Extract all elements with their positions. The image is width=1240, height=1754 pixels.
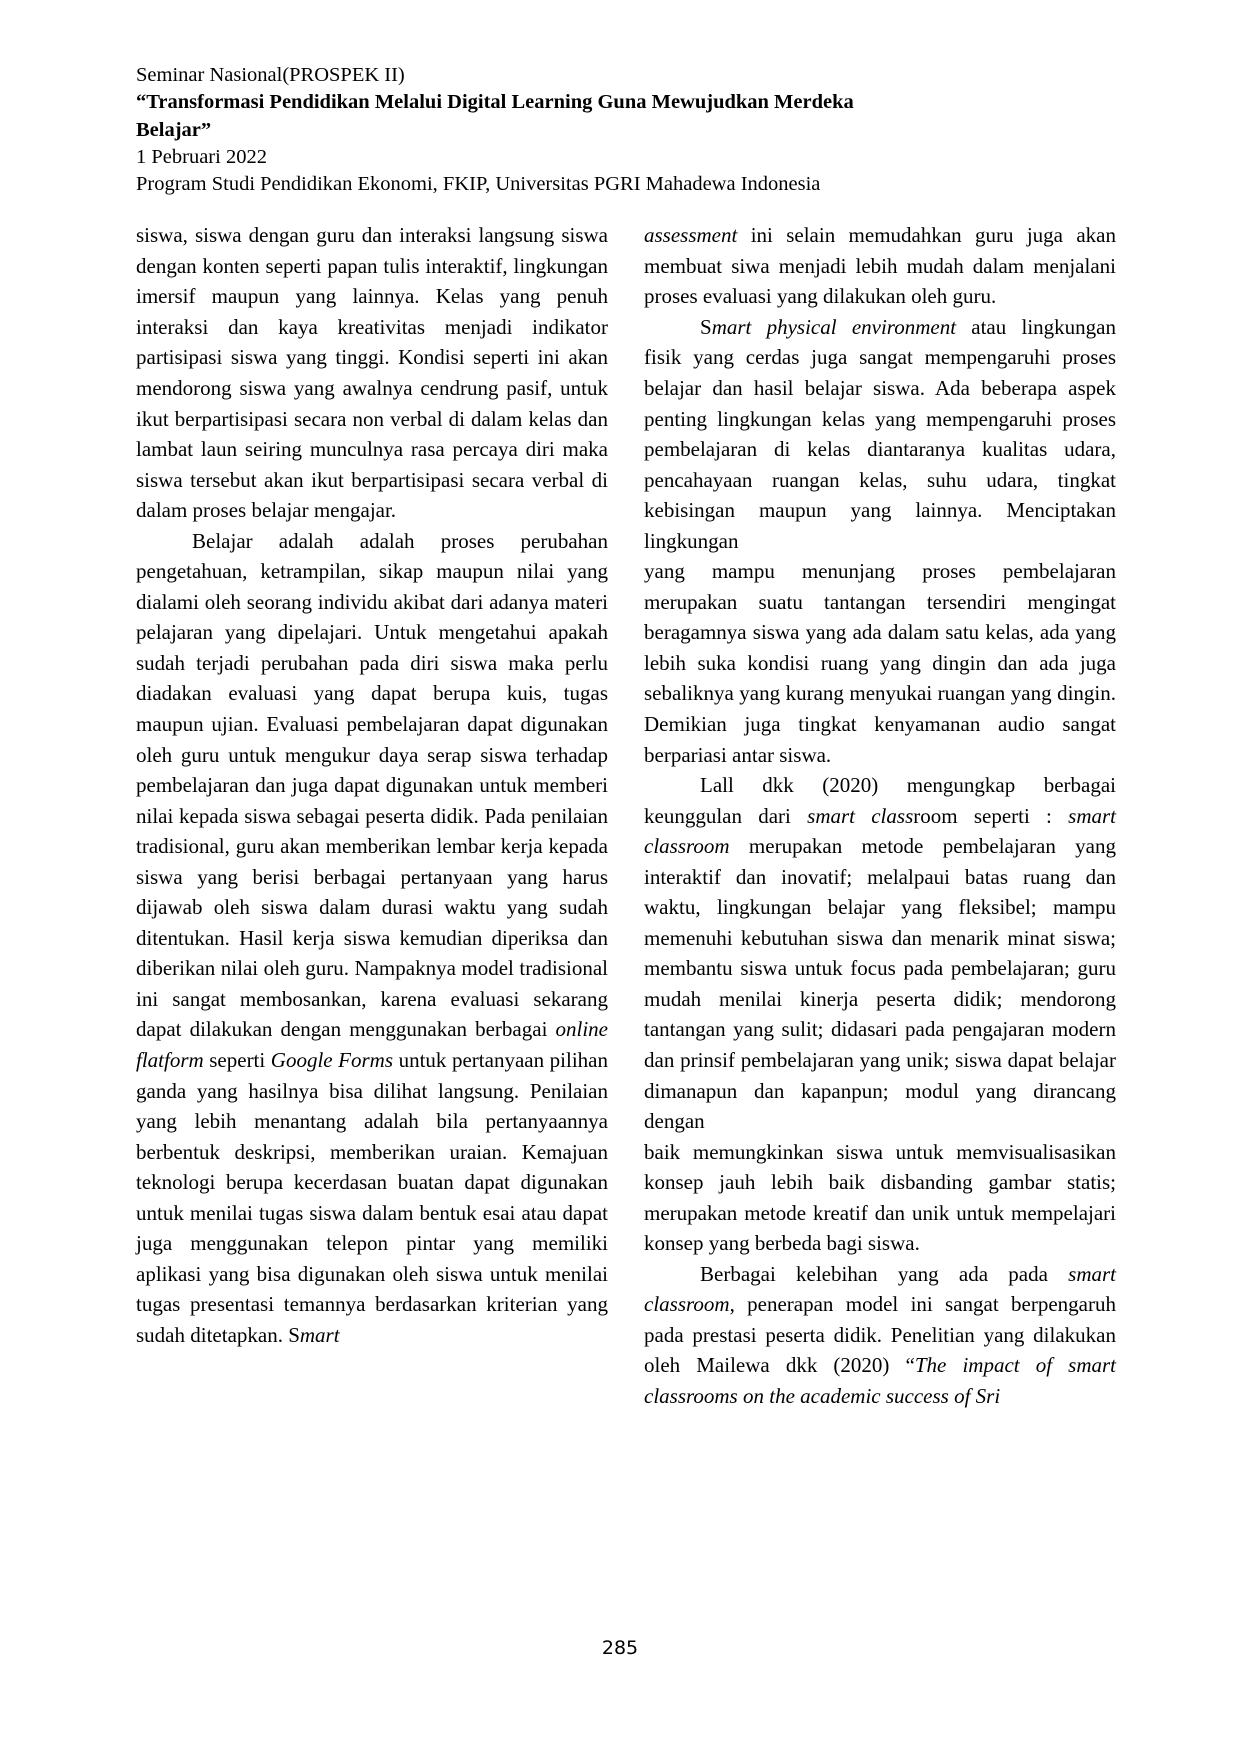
right-para-2-lead: S <box>700 314 712 339</box>
left-para-2-italic-google-forms: Google Forms <box>270 1048 394 1073</box>
right-paragraph-6 <box>644 1259 1116 1412</box>
left-paragraph-2 <box>136 526 608 1351</box>
right-column <box>644 220 1116 1411</box>
right-para-6-text-a: Berbagai kelebihan yang ada pada <box>700 1261 1069 1286</box>
left-para-1-text: siswa, siswa dengan guru dan interaksi langsung siswa dengan konten seperti papan tulis interaktif, lingkungan imersif maupun yang lainnya. Kelas yang penuh interaksi dan kaya kreativitas menjadi indikator partisipasi siswa yang tinggi. Kondisi seperti ini akan mendorong siswa yang awalnya cendrung pasif, untuk ikut berpartisipasi secara non verbal di dalam kelas dan lambat laun seiring munculnya rasa percaya diri maka siswa tersebut akan ikut berpartisipasi secara verbal di dalam proses belajar mengajar. <box>136 223 608 523</box>
right-paragraph-4 <box>644 770 1116 1137</box>
right-para-1-text: ini selain memudahkan guru juga akan membuat siwa menjadi lebih mudah dalam menjalani proses evaluasi yang dilakukan oleh guru. <box>644 223 1116 309</box>
left-para-2-italic-mart: mart <box>299 1322 340 1347</box>
right-para-6-italic-smart-classroom: smart classroom <box>644 1261 1116 1317</box>
header-seminar-line: Seminar Nasional(PROSPEK II) <box>136 64 405 86</box>
right-para-5-text: baik memungkinkan siswa untuk memvisualisasikan konsep jauh lebih baik disbanding gambar statis; merupakan metode kreatif dan unik untuk mempelajari konsep yang berbeda bagi siswa. <box>644 1139 1116 1256</box>
page-number: 285 <box>601 1637 639 1659</box>
right-paragraph-3 <box>644 556 1116 770</box>
left-column <box>136 220 608 1411</box>
right-para-4-italic-smart-classroom: smart classroom <box>644 803 1117 859</box>
right-paragraph-1 <box>644 220 1116 312</box>
header-date-line: 1 Pebruari 2022 <box>136 145 267 168</box>
right-para-1-italic-assessment: assessment <box>644 223 738 248</box>
right-paragraph-2 <box>644 312 1116 556</box>
right-para-4-text-a: Lall dkk (2020) mengungkap berbagai keunggulan dari <box>644 773 1116 828</box>
left-para-2-italic-online-flatform: online flatform <box>136 1017 608 1073</box>
header-affiliation-line: Program Studi Pendidikan Ekonomi, FKIP, Universitas PGRI Mahadewa Indonesia <box>136 173 821 195</box>
header-conference-title: “Transformasi Pendidikan Melalui Digital Learning Guna Mewujudkan Merdeka Belajar” <box>136 91 854 141</box>
left-para-2-text-a: Belajar adalah adalah proses perubahan pengetahuan, ketrampilan, sikap maupun nilai yang dialami oleh seorang individu akibat dari adanya materi pelajaran yang dipelajari. Untuk mengetahui apakah sudah terjadi perubahan pada diri siswa maka perlu diadakan evaluasi yang dapat berupa kuis, tugas maupun ujian. Evaluasi pembelajaran dapat digunakan oleh guru untuk mengukur daya serap siswa terhadap pembelajaran dan juga dapat digunakan untuk memberi nilai kepada siswa sebagai peserta didik. Pada penilaian tradisional, guru akan memberikan lembar kerja kepada siswa yang berisi berbagai pertanyaan yang harus dijawab oleh siswa dalam durasi waktu yang sudah ditentukan. Hasil kerja siswa kemudian diperiksa dan diberikan nilai oleh guru. Nampaknya model tradisional ini sangat membosankan, karena evaluasi sekarang dapat dilakukan dengan menggunakan berbagai <box>136 528 608 1042</box>
page-footer <box>0 1637 1240 1659</box>
right-para-6-text-b: , penerapan model ini sangat berpengaruh pada prestasi peserta didik. Penelitian yang dilakukan oleh Mailewa dkk (2020) “ <box>644 1292 1116 1378</box>
running-header <box>136 62 1116 198</box>
right-para-4-text-b: room seperti : <box>913 803 1069 828</box>
left-para-2-text-c: untuk pertanyaan pilihan ganda yang hasilnya bisa dilihat langsung. Penilaian yang lebih menantang adalah bila pertanyaannya berbentuk deskripsi, memberikan uraian. Kemajuan teknologi berupa kecerdasan buatan dapat digunakan untuk menilai tugas siswa dalam bentuk esai atau dapat juga menggunakan telepon pintar yang memiliki aplikasi yang bisa digunakan oleh siswa untuk menilai tugas presentasi temannya berdasarkan kriterian yang sudah ditetapkan. S <box>136 1048 608 1347</box>
right-paragraph-5 <box>644 1137 1116 1259</box>
two-column-body <box>136 220 1116 1411</box>
right-para-6-italic-quoted-title: The impact of smart classrooms on the academic success of Sri <box>644 1353 1116 1409</box>
right-para-4-italic-smart-class: smart class <box>807 803 914 828</box>
right-para-4-text-c: merupakan metode pembelajaran yang interaktif dan inovatif; melalpaui batas ruang dan waktu, lingkungan belajar yang fleksibel; mampu memenuhi kebutuhan siswa dan menarik minat siswa; membantu siswa untuk focus pada pembelajaran; guru mudah menilai kinerja peserta didik; mendorong tantangan yang sulit; didasari pada pengajaran modern dan prinsif pembelajaran yang unik; siswa dapat belajar dimanapun dan kapanpun; modul yang dirancang dengan <box>644 834 1116 1134</box>
left-paragraph-1 <box>136 220 608 525</box>
left-para-2-text-b: seperti <box>203 1048 271 1073</box>
right-para-2-text: atau lingkungan fisik yang cerdas juga sangat mempengaruhi proses belajar dan hasil belajar siswa. Ada beberapa aspek penting lingkungan kelas yang mempengaruhi proses pembelajaran di kelas diantaranya kualitas udara, pencahayaan ruangan kelas, suhu udara, tingkat kebisingan maupun yang lainnya. Menciptakan lingkungan <box>644 314 1116 553</box>
right-para-2-italic-smart-physical-environment: mart physical environment <box>711 314 957 339</box>
right-para-3-text: yang mampu menunjang proses pembelajaran merupakan suatu tantangan tersendiri mengingat beragamnya siswa yang ada dalam satu kelas, ada yang lebih suka kondisi ruang yang dingin dan ada juga sebaliknya yang kurang menyukai ruangan yang dingin. Demikian juga tingkat kenyamanan audio sangat berpariasi antar siswa. <box>644 559 1116 767</box>
